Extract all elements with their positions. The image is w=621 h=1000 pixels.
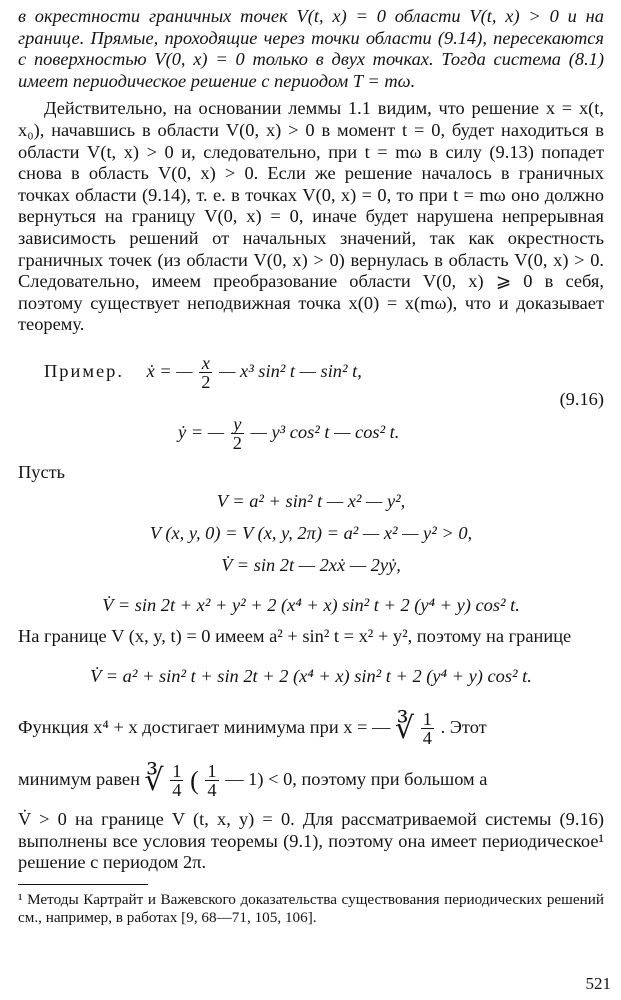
func-text: Функция x⁴ + x достигает минимума при x = —: [18, 717, 391, 738]
eq2-lhs: ẏ = —: [178, 421, 225, 442]
min-fraction-1: [170, 762, 183, 799]
eq1-num: x: [199, 354, 212, 373]
eq2-den: 2: [232, 433, 242, 454]
paren-open: (: [190, 765, 199, 795]
paren-tail: — 1): [225, 769, 264, 790]
eq-v-derivative: V̇ = sin 2t — 2xẋ — 2yẏ,: [221, 554, 401, 575]
eq-v-definition: V = a² + sin² t — x² — y²,: [216, 490, 406, 511]
eq2-fraction: [231, 415, 244, 452]
eq1-lhs: ẋ = —: [146, 360, 193, 381]
footnote-divider: [18, 884, 148, 885]
eq2-num: y: [231, 415, 244, 434]
eq1-fraction: [199, 354, 212, 391]
cube-root-icon: ∛: [395, 711, 415, 745]
example-eq1: [18, 353, 604, 393]
function-minimum-line: [18, 705, 604, 749]
func-after: . Этот: [440, 717, 487, 738]
min-after: < 0, поэтому при большом a: [268, 769, 488, 790]
paragraph-proof: Действительно, на основании леммы 1.1 видим, что решение x = x(t, x₀), начавшись в области V(0, x) > 0 в момент t = 0, будет находиться в области V(t, x) > 0 и, следовательно, при t = mω в силу (9.13) попадет снова в область V(0, x) > 0. Если же решение началось в граничных точках области (9.14), т. е. в точках V(0, x) = 0, то при t = mω оно должно вернуться на границу V(0, x) = 0, иначе будет нарушена непрерывная зависимость решений от начальных значений, так как окрестность граничных точек (из области V(0, x) > 0) вернулась в область V(0, x) > 0. Следовательно, имеем преобразование области V(0, x) ⩾ 0 в себя, поэтому существует неподвижная точка x(0) = x(mω), что и доказывает теорему.: [18, 98, 604, 335]
boundary-text: На границе V (x, y, t) = 0 имеем a² + sin² t = x² + y², поэтому на границе: [18, 625, 572, 646]
minimum-value-line: [18, 755, 604, 803]
min-den-2: 4: [207, 780, 217, 801]
paragraph-theorem-end: в окрестности граничных точек V(t, x) = 0 области V(t, x) > 0 и на границе. Прямые, проходящие через точки области (9.14), пересекаются с поверхностью V(0, x) = 0 только в двух точках. Тогда система (8.1) имеет периодическое решение с периодом T = mω.: [18, 6, 604, 91]
eq1-den: 2: [201, 372, 211, 393]
min-num-1: 1: [172, 761, 182, 782]
cube-root-icon-2: ∛: [144, 763, 164, 797]
min-den-1: 4: [172, 780, 182, 801]
eq-v-on-boundary: V̇ = a² + sin² t + sin 2t + 2 (x⁴ + x) sin² t + 2 (y⁴ + y) cos² t.: [90, 666, 532, 687]
func-den: 4: [422, 728, 432, 749]
min-text: минимум равен: [18, 769, 140, 790]
equation-number: (9.16): [559, 388, 604, 409]
min-fraction-2: [205, 762, 218, 799]
func-num: 1: [422, 709, 432, 730]
eq-v-derivative-expanded: V̇ = sin 2t + x² + y² + 2 (x⁴ + x) sin² t + 2 (y⁴ + y) cos² t.: [102, 594, 520, 615]
min-num-2: 1: [207, 761, 217, 782]
final-paragraph: V̇ > 0 на границе V (t, x, y) = 0. Для рассматриваемой системы (9.16) выполнены все условия теоремы (9.1), поэтому она имеет периодическое¹ решение с периодом 2π.: [18, 809, 604, 873]
eq-number-row: [18, 388, 604, 412]
eq-v-boundary-values: V (x, y, 0) = V (x, y, 2π) = a² — x² — y² > 0,: [149, 522, 473, 543]
example-label: Пример.: [44, 360, 124, 381]
pust-word: Пусть: [18, 461, 66, 482]
page-number: 521: [585, 974, 611, 993]
func-fraction: [421, 710, 434, 747]
footnote: ¹ Методы Картрайт и Важевского доказательства существования периодических решений см., например, в работах [9, 68—71, 105, 106].: [18, 890, 604, 926]
eq2-rhs: — y³ cos² t — cos² t.: [250, 421, 400, 442]
book-page: [18, 6, 604, 994]
example-eq2: [18, 412, 604, 452]
eq1-rhs: — x³ sin² t — sin² t,: [219, 360, 362, 381]
